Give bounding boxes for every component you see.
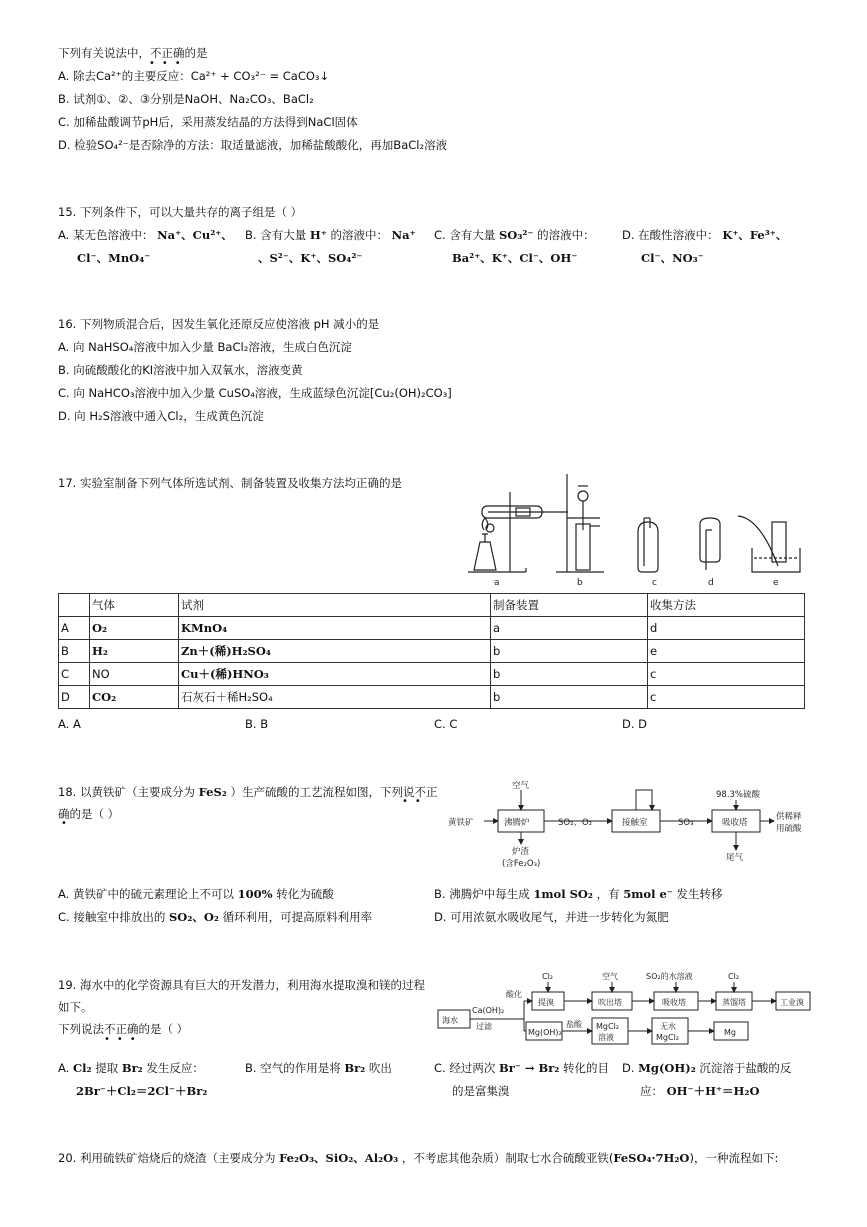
- q15-d-text: D. 在酸性溶液中：: [622, 228, 719, 242]
- q15-option-d: [622, 227, 787, 243]
- flow-so3: SO₃: [678, 818, 694, 828]
- emphasis-dots: •••: [149, 58, 188, 69]
- q19-b-br2: Br₂: [344, 1061, 366, 1075]
- q19-a-text: 提取: [95, 1061, 119, 1075]
- q17-table: [58, 593, 805, 709]
- flow-filter: 过滤: [476, 1022, 492, 1031]
- flow-acidify: 酸化: [506, 990, 522, 999]
- table-cell: b: [491, 663, 648, 686]
- table-cell: Cu＋(稀)HNO₃: [179, 663, 491, 686]
- table-header-cell: 收集方法: [648, 594, 805, 617]
- table-row: [59, 686, 805, 709]
- q15-b-ions3: 、S²⁻、K⁺、SO₄²⁻: [258, 251, 363, 265]
- q15-d-ions: K⁺、Fe³⁺、: [722, 228, 788, 242]
- flow-acid: 98.3%硫酸: [716, 790, 761, 800]
- emphasis-dots: •••: [104, 1034, 143, 1045]
- flow-box3: 吸收塔: [662, 998, 686, 1007]
- apparatus-a: [468, 492, 568, 572]
- flow-ore: 黄铁矿: [448, 818, 474, 828]
- q18-c-text2: 循环利用，可提高原料利用率: [222, 910, 373, 924]
- table-cell: a: [491, 617, 648, 640]
- q18-stem: [58, 784, 437, 800]
- flow-product2: 用硫酸: [776, 824, 802, 834]
- q19-a-br2: Br₂: [121, 1061, 143, 1075]
- q19-b-text2: 吹出: [368, 1061, 392, 1075]
- apparatus-label-d: d: [708, 578, 714, 588]
- q18-b-text3: 发生转移: [676, 887, 723, 901]
- q20-text2: ，不考虑其他杂质）制取七水合硫酸亚铁(: [401, 1151, 614, 1165]
- apparatus-label-e: e: [773, 578, 779, 588]
- q17-option-a: A. A: [58, 717, 81, 731]
- q19-c-conversion: Br⁻ → Br₂: [499, 1061, 560, 1075]
- flow-tail: 尾气: [726, 853, 744, 863]
- q18-flowchart: [440, 778, 810, 878]
- q18-b-text: B. 沸腾炉中每生成: [434, 887, 530, 901]
- q20-components: Fe₂O₃、SiO₂、Al₂O₃: [279, 1151, 399, 1165]
- q19-option-d: [622, 1060, 791, 1076]
- flow-gas: SO₂、O₂: [558, 818, 593, 828]
- flow-hcl: 盐酸: [566, 1020, 582, 1029]
- table-cell: H₂: [90, 640, 179, 663]
- q19-option-c-line2: 的是富集溴: [452, 1084, 510, 1098]
- table-header-cell: 气体: [90, 594, 179, 617]
- flow-box2: 吹出塔: [598, 998, 622, 1007]
- q14-option-a: A. 除去Ca²⁺的主要反应：Ca²⁺ + CO₃²⁻ = CaCO₃↓: [58, 69, 330, 83]
- q15-c-text: C. 含有大量: [434, 228, 496, 242]
- q18-option-d: D. 可用浓氨水吸收尾气，并进一步转化为氮肥: [434, 910, 669, 924]
- table-cell: O₂: [90, 617, 179, 640]
- q14-stem: 下列有关说法中，不正确的是: [58, 46, 208, 60]
- q19-flowchart: [436, 966, 812, 1046]
- q18-stem-text2: ）生产硫酸的工艺流程如图，下列说不正: [230, 785, 438, 799]
- flow-absorber: 吸收塔: [722, 818, 748, 828]
- q19-option-a-equation: 2Br⁻＋Cl₂＝2Cl⁻＋Br₂: [76, 1084, 208, 1098]
- q20-text: 20. 利用硫铁矿焙烧后的烧渣（主要成分为: [58, 1151, 276, 1165]
- q20-product: FeSO₄·7H₂O: [613, 1151, 690, 1165]
- q15-option-b: [245, 227, 416, 243]
- table-cell: d: [648, 617, 805, 640]
- flow-box5: 工业溴: [780, 998, 804, 1007]
- table-cell: B: [59, 640, 90, 663]
- q19-a-label: A.: [58, 1061, 70, 1075]
- q15-b-ion2: Na⁺: [391, 228, 416, 242]
- table-cell: KMnO₄: [179, 617, 491, 640]
- q18-option-a: [58, 886, 334, 902]
- q19-c-text: C. 经过两次: [434, 1061, 496, 1075]
- q15-option-b-line2: [258, 250, 362, 266]
- flow-product1: 供稀释: [776, 812, 802, 822]
- q19-b-text: B. 空气的作用是将: [245, 1061, 341, 1075]
- apparatus-label-a: a: [494, 578, 500, 588]
- q19-d-equation: OH⁻＋H⁺＝H₂O: [666, 1084, 760, 1098]
- q15-c-ions: Ba²⁺、K⁺、Cl⁻、OH⁻: [452, 251, 578, 265]
- table-row: [59, 663, 805, 686]
- table-cell: CO₂: [90, 686, 179, 709]
- q19-a-text2: 发生反应：: [146, 1061, 204, 1075]
- apparatus-figure: [460, 470, 810, 590]
- q18-stem-line2: 确的是（ ）: [58, 807, 120, 821]
- q15-option-d-line2: [641, 250, 704, 266]
- apparatus-c: [638, 518, 658, 572]
- table-header-cell: 制备装置: [491, 594, 648, 617]
- q14-option-b: B. 试剂①、②、③分别是NaOH、Na₂CO₃、BaCl₂: [58, 92, 314, 106]
- q16-option-c: C. 向 NaHCO₃溶液中加入少量 CuSO₄溶液，生成蓝绿色沉淀[Cu₂(OH)₂CO₃]: [58, 386, 452, 400]
- q15-b-ion: H⁺: [309, 228, 327, 242]
- q18-c-text: C. 接触室中排放出的: [58, 910, 166, 924]
- q15-b-text: B. 含有大量: [245, 228, 307, 242]
- table-cell: C: [59, 663, 90, 686]
- flow-slag: 炉渣: [512, 847, 530, 857]
- q15-d-ions2: Cl⁻、NO₃⁻: [641, 251, 704, 265]
- flow-mg: Mg: [724, 1028, 736, 1037]
- flow-box1: 提溴: [538, 998, 554, 1007]
- q17-option-b: B. B: [245, 717, 269, 731]
- q19-option-a: [58, 1060, 204, 1076]
- q15-b-text2: 的溶液中：: [330, 228, 388, 242]
- q18-option-b: [434, 886, 723, 902]
- q15-a-ions2: Cl⁻、MnO₄⁻: [77, 251, 151, 265]
- table-cell: c: [648, 663, 805, 686]
- q16-option-a: A. 向 NaHSO₄溶液中加入少量 BaCl₂溶液，生成白色沉淀: [58, 340, 352, 354]
- q17-option-d: D. D: [622, 717, 648, 731]
- apparatus-b: [556, 474, 604, 572]
- q15-option-c-line2: [452, 250, 577, 266]
- q16-option-b: B. 向硫酸酸化的KI溶液中加入双氧水，溶液变黄: [58, 363, 303, 377]
- q18-formula: FeS₂: [198, 785, 227, 799]
- table-cell: Zn＋(稀)H₂SO₄: [179, 640, 491, 663]
- flow-mgoh2: Mg(OH)₂: [528, 1028, 562, 1037]
- apparatus-label-c: c: [652, 578, 657, 588]
- q17-option-c: C. C: [434, 717, 458, 731]
- q15-option-c: [434, 227, 595, 243]
- q18-a-value: 100%: [237, 887, 273, 901]
- flow-so2: SO₂的水溶液: [646, 972, 693, 981]
- q18-b-text2: ，有: [596, 887, 620, 901]
- table-header-cell: [59, 594, 90, 617]
- flow-cl2-b: Cl₂: [728, 972, 740, 981]
- q19-stem: 19. 海水中的化学资源具有巨大的开发潜力，利用海水提取溴和镁的过程: [58, 978, 425, 992]
- emphasis-dots: ••: [402, 796, 428, 807]
- flow-furnace: 沸腾炉: [504, 818, 530, 828]
- q15-a-text: A. 某无色溶液中：: [58, 228, 154, 242]
- q18-a-text2: 转化为硫酸: [276, 887, 334, 901]
- table-cell: e: [648, 640, 805, 663]
- q16-stem: 16. 下列物质混合后，因发生氧化还原反应使溶液 pH 减小的是: [58, 317, 380, 331]
- apparatus-label-b: b: [577, 578, 583, 588]
- flow-cl2-a: Cl₂: [542, 972, 554, 981]
- q19-option-d-line2: [640, 1083, 759, 1099]
- table-cell: A: [59, 617, 90, 640]
- table-row: [59, 617, 805, 640]
- table-cell: b: [491, 640, 648, 663]
- flow-anhydrous-mgcl2: MgCl₂: [656, 1033, 679, 1042]
- q19-d-text: 沉淀溶于盐酸的反: [699, 1061, 792, 1075]
- flow-contact: 接触室: [622, 818, 648, 828]
- flow-box4: 蒸馏塔: [722, 998, 746, 1007]
- table-header-cell: 试剂: [179, 594, 491, 617]
- q18-option-c: [58, 909, 372, 925]
- q19-d-text2: 应：: [640, 1084, 663, 1098]
- flow-solution: 溶液: [598, 1033, 614, 1042]
- emphasis-dots: •: [61, 818, 74, 829]
- flow-mgcl2: MgCl₂: [596, 1022, 619, 1031]
- q15-a-ions: Na⁺、Cu²⁺、: [157, 228, 233, 242]
- q15-option-a-line2: [77, 250, 150, 266]
- q20-stem: [58, 1150, 778, 1166]
- apparatus-e: [738, 516, 800, 572]
- flow-air: 空气: [512, 781, 530, 791]
- table-cell: 石灰石＋稀H₂SO₄: [179, 686, 491, 709]
- q19-option-c: [434, 1060, 609, 1076]
- q18-a-text: A. 黄铁矿中的硫元素理论上不可以: [58, 887, 234, 901]
- q15-c-ion: SO₃²⁻: [499, 228, 534, 242]
- q18-b-value: 1mol SO₂: [533, 887, 593, 901]
- q15-c-text2: 的溶液中：: [537, 228, 595, 242]
- q19-d-label: D.: [622, 1061, 635, 1075]
- q18-b-value2: 5mol e⁻: [623, 887, 673, 901]
- q16-option-d: D. 向 H₂S溶液中通入Cl₂，生成黄色沉淀: [58, 409, 264, 423]
- q20-text3: )，一种流程如下:: [689, 1151, 779, 1165]
- q15-stem: 15. 下列条件下，可以大量共存的离子组是（ ）: [58, 205, 303, 219]
- q14-option-c: C. 加稀盐酸调节pH后，采用蒸发结晶的方法得到NaCl固体: [58, 115, 358, 129]
- flow-caoh2: Ca(OH)₂: [472, 1006, 505, 1015]
- q19-a-cl2: Cl₂: [72, 1061, 92, 1075]
- q19-c-text2: 转化的目: [562, 1061, 609, 1075]
- flow-slag-content: (含Fe₂O₃): [502, 859, 541, 869]
- table-cell: c: [648, 686, 805, 709]
- table-cell: b: [491, 686, 648, 709]
- q18-stem-text: 18. 以黄铁矿（主要成分为: [58, 785, 195, 799]
- q19-stem-line3: 下列说法不正确的是（ ）: [58, 1022, 189, 1036]
- flow-anhydrous: 无水: [660, 1022, 676, 1031]
- table-header-row: [59, 594, 805, 617]
- table-cell: NO: [90, 663, 179, 686]
- table-row: [59, 640, 805, 663]
- q19-stem-line2: 如下。: [58, 1000, 93, 1014]
- q14-option-d: D. 检验SO₄²⁻是否除净的方法：取适量滤液，加稀盐酸酸化，再加BaCl₂溶液: [58, 138, 448, 152]
- q19-d-formula: Mg(OH)₂: [638, 1061, 696, 1075]
- q15-option-a: [58, 227, 233, 243]
- apparatus-d: [700, 518, 720, 570]
- q19-option-b: [245, 1060, 392, 1076]
- q17-stem: 17. 实验室制备下列气体所选试剂、制备装置及收集方法均正确的是: [58, 476, 402, 490]
- flow-air: 空气: [602, 972, 618, 981]
- table-cell: D: [59, 686, 90, 709]
- flow-seawater: 海水: [442, 1016, 458, 1025]
- q18-c-value: SO₂、O₂: [169, 910, 219, 924]
